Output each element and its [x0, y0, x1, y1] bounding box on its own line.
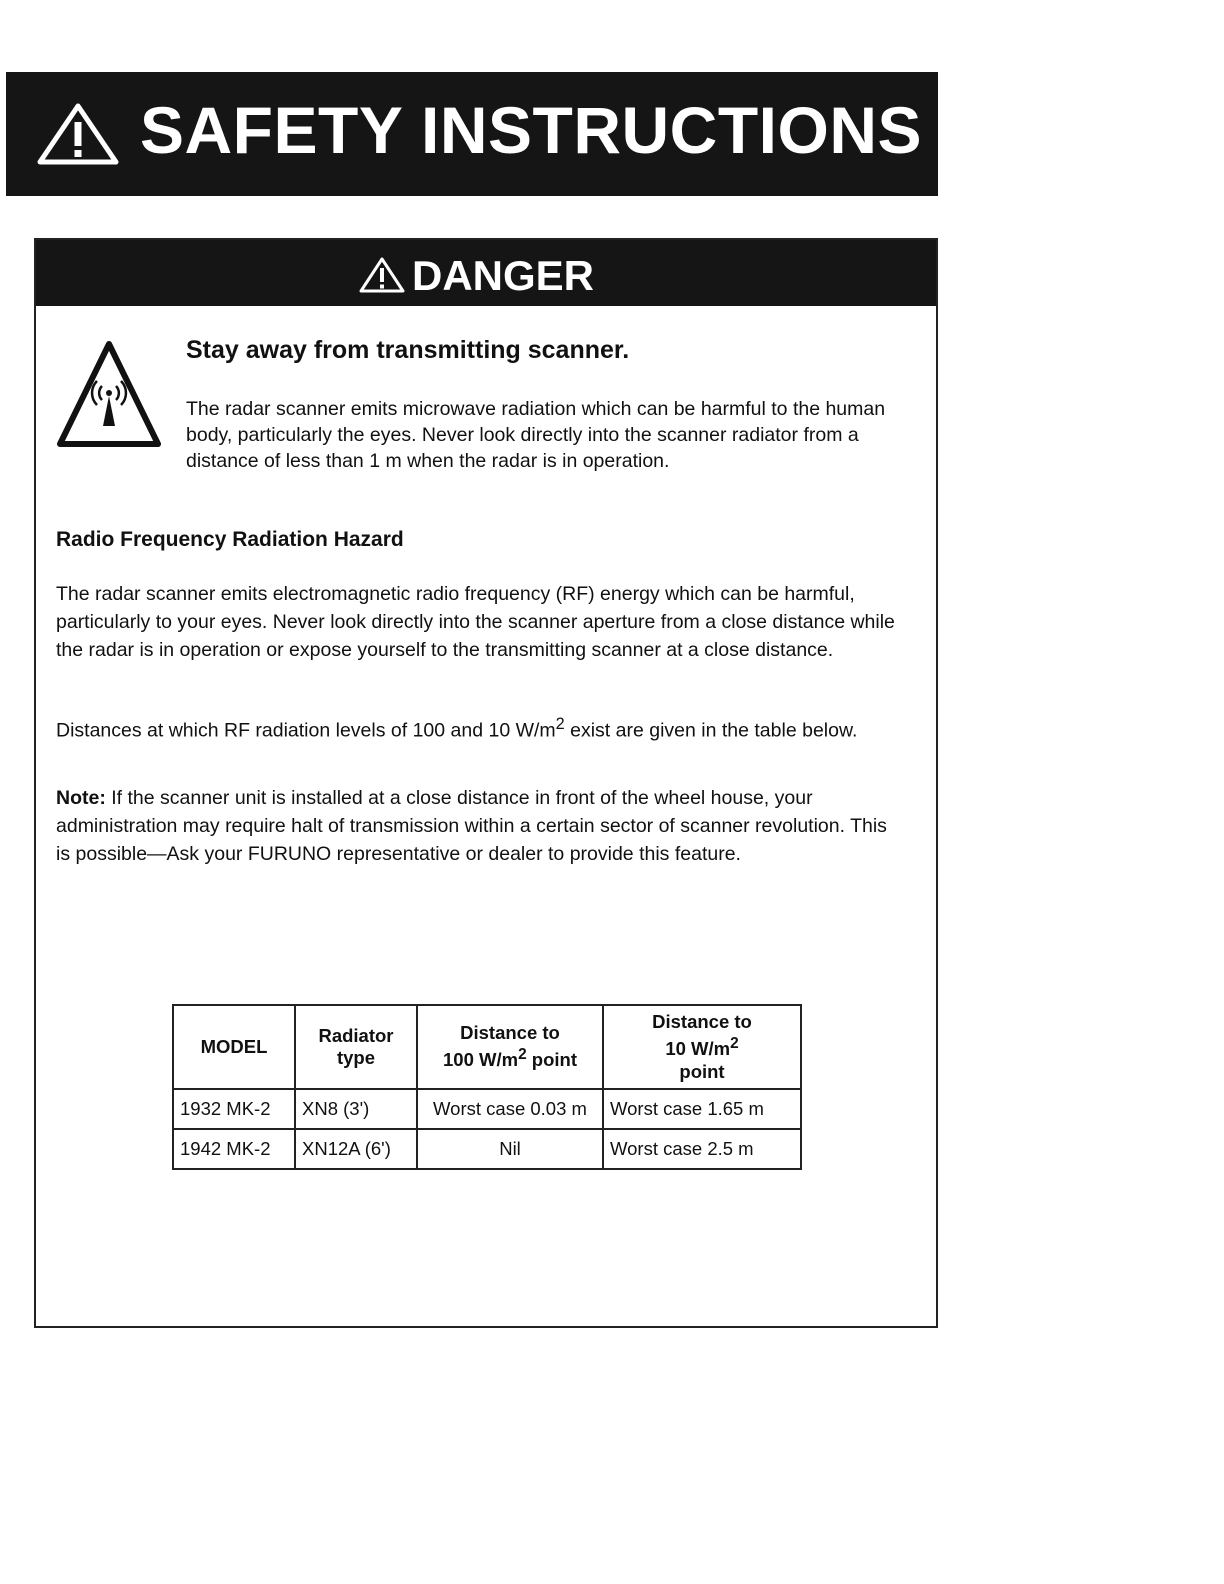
cell-model: 1932 MK-2 [173, 1089, 295, 1129]
title-banner [6, 72, 938, 196]
cell-distance-100: Nil [417, 1129, 603, 1169]
table-row [173, 1089, 801, 1129]
rf-distance-table [172, 1004, 802, 1170]
header-d10-line1: Distance to [652, 1011, 752, 1033]
header-radiator-type [295, 1005, 417, 1089]
header-d10-line3: point [679, 1060, 725, 1082]
header-radiator-line2: type [336, 1047, 376, 1068]
cell-model: 1942 MK-2 [173, 1129, 295, 1169]
header-d100-point: point [526, 1049, 577, 1071]
note-paragraph [56, 784, 906, 868]
distances-text-end: exist are given in the table below. [564, 719, 858, 742]
warning-triangle-icon [36, 102, 120, 166]
header-d10-unit: 10 W/m [665, 1038, 731, 1060]
header-d100-line1: Distance to [460, 1022, 560, 1044]
cell-radiator: XN12A (6') [295, 1129, 417, 1169]
danger-heading: Stay away from transmitting scanner. [186, 336, 630, 364]
header-distance-100 [417, 1005, 603, 1089]
cell-distance-10: Worst case 2.5 m [603, 1129, 801, 1169]
warning-triangle-icon [358, 256, 406, 294]
danger-box [34, 238, 938, 1328]
rf-hazard-paragraph: The radar scanner emits electromagnetic radio frequency (RF) energy which can be harmful, particularly to your eyes. Never look directly into the scanner aperture from a close distance while the radar is in operation or expose yourself to the transmitting scanner at a close distance. [56, 583, 895, 661]
rf-radiation-warning-icon [56, 340, 162, 450]
header-distance-10 [603, 1005, 801, 1089]
distances-paragraph [56, 710, 906, 745]
danger-header [36, 240, 936, 306]
header-d100-superscript: 2 [518, 1046, 527, 1064]
header-d100-line2 [424, 1044, 596, 1071]
rf-hazard-heading: Radio Frequency Radiation Hazard [56, 528, 404, 551]
distances-superscript: 2 [555, 715, 565, 733]
distances-text-start: Distances at which RF radiation levels of 100 and 10 W/m [56, 719, 556, 742]
cell-distance-100: Worst case 0.03 m [417, 1089, 603, 1129]
header-d10-line2 [610, 1033, 794, 1060]
cell-radiator: XN8 (3') [295, 1089, 417, 1129]
note-text: If the scanner unit is installed at a close distance in front of the wheel house, your administration may require halt of transmission within a certain sector of scanner revolution. This is possible—Ask your FURUNO representative or dealer to provide this feature. [56, 787, 887, 865]
table-row [173, 1129, 801, 1169]
page-title: SAFETY INSTRUCTIONS [140, 93, 923, 167]
table-header-row [173, 1005, 801, 1089]
danger-label: DANGER [412, 252, 595, 299]
cell-distance-10: Worst case 1.65 m [603, 1089, 801, 1129]
header-model: MODEL [173, 1005, 295, 1089]
header-radiator-line1: Radiator [318, 1025, 394, 1046]
header-d100-unit: 100 W/m [443, 1049, 519, 1071]
danger-paragraph: The radar scanner emits microwave radiation which can be harmful to the human body, particularly the eyes. Never look directly into the scanner radiator from a distance of less than 1 m when the radar is in operation. [186, 398, 886, 472]
note-label: Note: [56, 787, 106, 809]
header-d10-superscript: 2 [730, 1035, 739, 1053]
